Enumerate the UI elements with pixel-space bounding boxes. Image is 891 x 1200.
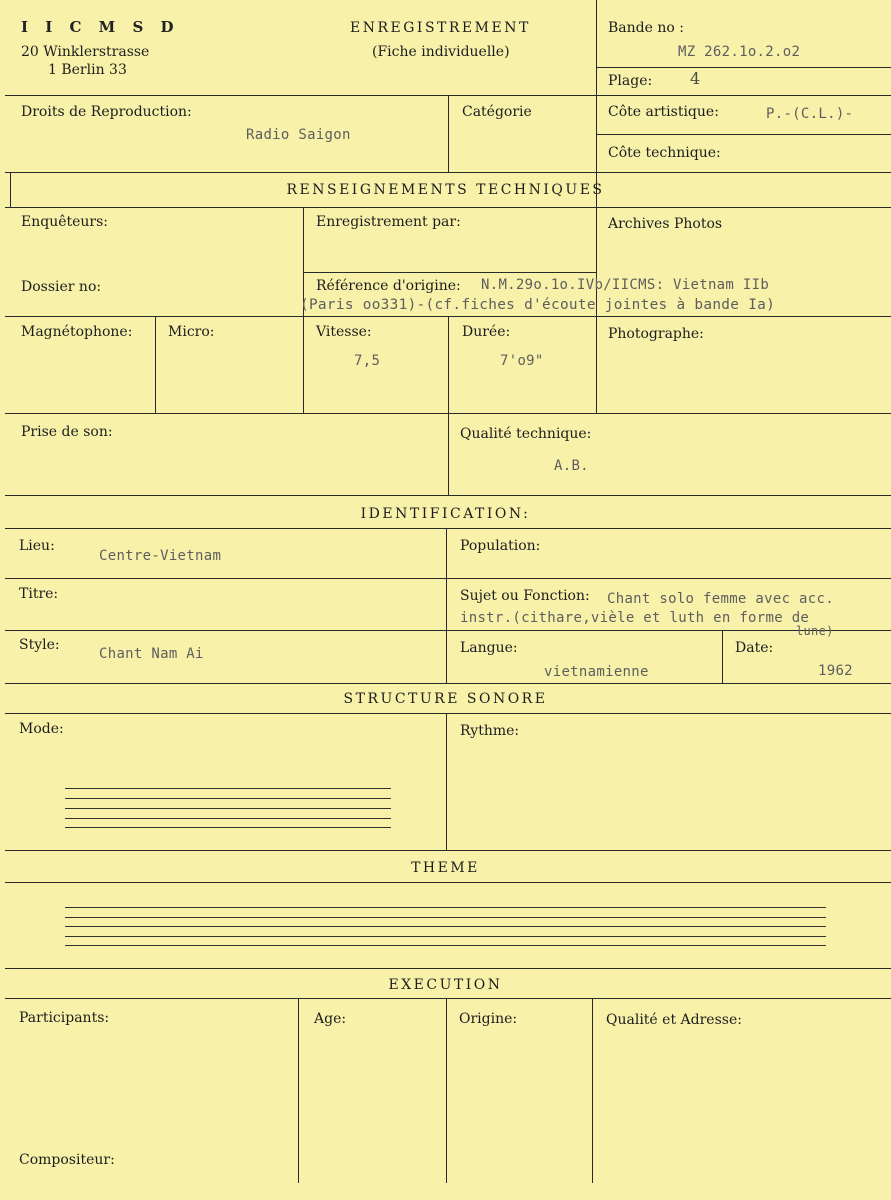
staff-line [65, 798, 391, 799]
sujet-value-1: Chant solo femme avec acc. [607, 591, 834, 607]
rule [5, 713, 891, 714]
cote-artistique-value: P.-(C.L.)- [766, 106, 854, 122]
reference-value-1: N.M.29o.1o.IVb/IICMS: Vietnam IIb [481, 277, 770, 293]
origine-label: Origine: [459, 1011, 518, 1027]
age-label: Age: [314, 1011, 347, 1027]
photographe-label: Photographe: [608, 326, 704, 342]
address-line-1: 20 Winklerstrasse [21, 44, 150, 60]
sujet-label: Sujet ou Fonction: [460, 588, 590, 604]
rule [446, 713, 447, 850]
micro-label: Micro: [168, 324, 215, 340]
section-renseignements: RENSEIGNEMENTS TECHNIQUES [286, 182, 605, 198]
participants-label: Participants: [19, 1010, 110, 1026]
prise-label: Prise de son: [21, 424, 113, 440]
style-value: Chant Nam Ai [99, 646, 204, 662]
magnetophone-label: Magnétophone: [21, 324, 133, 340]
duree-label: Durée: [462, 324, 511, 340]
logo: I I C M S D [21, 18, 180, 36]
rule [5, 172, 891, 173]
bande-value: MZ 262.1o.2.o2 [678, 44, 801, 60]
rule [298, 998, 299, 1183]
staff-line [65, 827, 391, 828]
staff-line [65, 936, 826, 937]
staff-line [65, 818, 391, 819]
rule [5, 578, 891, 579]
rule [722, 630, 723, 683]
rule [446, 528, 447, 683]
staff-line [65, 945, 826, 946]
rule [5, 630, 891, 631]
date-value: 1962 [818, 663, 853, 679]
enqueteurs-label: Enquêteurs: [21, 214, 109, 230]
staff-line [65, 907, 826, 908]
enregistrement-par-label: Enregistrement par: [316, 214, 461, 230]
langue-label: Langue: [460, 640, 518, 656]
rythme-label: Rythme: [460, 723, 520, 739]
compositeur-label: Compositeur: [19, 1152, 115, 1168]
sujet-value-3: lune) [796, 624, 834, 638]
form-title: ENREGISTREMENT [350, 20, 531, 36]
rule [5, 882, 891, 883]
lieu-value: Centre-Vietnam [99, 548, 222, 564]
section-identification: IDENTIFICATION: [360, 506, 531, 522]
qualite-value: A.B. [554, 458, 589, 474]
mode-label: Mode: [19, 721, 64, 737]
reference-label: Référence d'origine: [316, 278, 461, 294]
rule [5, 528, 891, 529]
rule [448, 316, 449, 495]
qualite-adresse-label: Qualité et Adresse: [606, 1012, 742, 1028]
reference-value-2: (Paris oo331)-(cf.fiches d'écoute jointes à bande Ia) [300, 297, 776, 313]
rule [5, 207, 891, 208]
vitesse-value: 7,5 [354, 353, 381, 369]
rule [5, 998, 891, 999]
rule [155, 316, 156, 413]
address-line-2: 1 Berlin 33 [48, 62, 127, 78]
categorie-label: Catégorie [462, 104, 532, 120]
plage-value: 4 [690, 69, 701, 88]
titre-label: Titre: [19, 586, 59, 602]
staff-line [65, 917, 826, 918]
rule [592, 998, 593, 1183]
dossier-label: Dossier no: [21, 279, 102, 295]
rule [303, 272, 596, 273]
cote-artistique-label: Côte artistique: [608, 104, 719, 120]
langue-value: vietnamienne [544, 664, 649, 680]
cote-technique-label: Côte technique: [608, 145, 721, 161]
lieu-label: Lieu: [19, 538, 55, 554]
duree-value: 7'o9" [500, 353, 544, 369]
rule [5, 683, 891, 684]
rule [596, 0, 597, 207]
section-execution: EXECUTION [388, 977, 503, 993]
plage-label: Plage: [608, 73, 653, 89]
date-label: Date: [735, 640, 774, 656]
rule [5, 850, 891, 851]
rule [596, 67, 891, 68]
rule [448, 95, 449, 172]
rule [446, 998, 447, 1183]
qualite-label: Qualité technique: [460, 426, 592, 442]
section-structure-sonore: STRUCTURE SONORE [343, 691, 548, 707]
bande-label: Bande no : [608, 20, 684, 36]
section-theme: THEME [411, 860, 480, 876]
form-subtitle: (Fiche individuelle) [372, 44, 510, 60]
droits-value: Radio Saigon [246, 127, 351, 143]
rule [5, 968, 891, 969]
vitesse-label: Vitesse: [316, 324, 372, 340]
sujet-value-2: instr.(cithare,vièle et luth en forme de [460, 610, 810, 626]
population-label: Population: [460, 538, 541, 554]
staff-line [65, 808, 391, 809]
droits-label: Droits de Reproduction: [21, 104, 192, 120]
staff-line [65, 788, 391, 789]
staff-line [65, 926, 826, 927]
style-label: Style: [19, 637, 60, 653]
rule [5, 495, 891, 496]
archives-photos-label: Archives Photos [608, 216, 723, 232]
rule [596, 134, 891, 135]
